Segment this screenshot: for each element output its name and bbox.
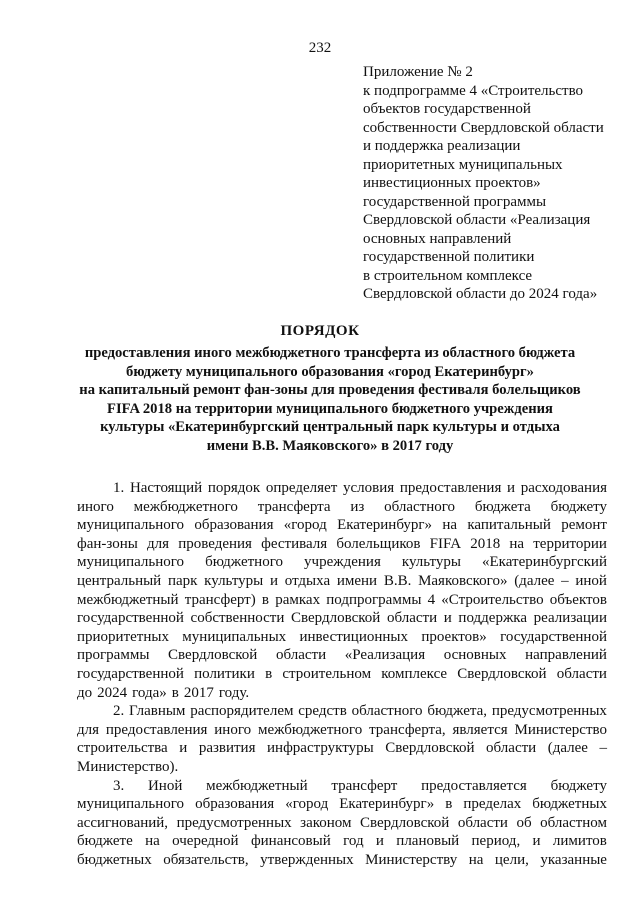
body-line: бюджетных обязательств, утвержденных Министерству на цели, указанные [77, 851, 607, 868]
body-line: бюджете на очередной финансовый год и плановый период, и лимитов [77, 833, 607, 850]
appendix-line: и поддержка реализации [363, 138, 521, 154]
body-line: 1. Настоящий порядок определяет условия предоставления и расходования [113, 480, 607, 496]
appendix-line: государственной программы [363, 193, 547, 210]
appendix-line: основных направлений [363, 230, 512, 247]
body-line: ассигнований, предусмотренных законом Свердловской области об областном [77, 814, 607, 831]
subtitle-line: на капитальный ремонт фан-зоны для проведения фестиваля болельщиков [79, 382, 581, 398]
body-line: для предоставления иного межбюджетного трансферта, является Министерство [77, 721, 607, 738]
body-line: до 2024 года» в 2017 году. [77, 684, 250, 701]
body-line: иного межбюджетного трансферта из областного бюджета бюджету [77, 498, 607, 515]
body-line: межбюджетный трансферт) в рамках подпрограммы 4 «Строительство объектов [77, 591, 607, 608]
document-subtitle [60, 344, 600, 455]
body-line: центральный парк культуры и отдыха имени В.В. Маяковского» (далее – иной [77, 572, 607, 589]
appendix-line: Приложение № 2 [363, 64, 473, 80]
appendix-line: Свердловской области «Реализация [363, 212, 591, 228]
body-line: строительства и развития инфраструктуры Свердловской области (далее – [77, 740, 607, 757]
body-line: муниципального образования «город Екатеринбург» в пределах бюджетных [77, 796, 607, 813]
body-line: муниципального бюджетного учреждения культуры «Екатеринбургский [77, 554, 607, 571]
subtitle-line: имени В.В. Маяковского» в 2017 году [206, 437, 454, 454]
subtitle-line: FIFA 2018 на территории муниципального бюджетного учреждения [107, 400, 553, 417]
appendix-line: приоритетных муниципальных [363, 156, 563, 173]
subtitle-line: предоставления иного межбюджетного трансферта из областного бюджета [84, 345, 576, 361]
appendix-line: собственности Свердловской области [363, 119, 604, 136]
appendix-line: в строительном комплексе [363, 267, 533, 284]
page-number: 232 [308, 40, 332, 56]
body-line: программы Свердловской области «Реализация основных направлений [77, 647, 607, 664]
body-line: 3. Иной межбюджетный трансферт предоставляется бюджету [113, 777, 607, 794]
body-line: 2. Главным распорядителем средств областного бюджета, предусмотренных [113, 703, 607, 720]
body-line: муниципального образования «город Екатеринбург» на капитальный ремонт [77, 517, 607, 534]
body-line: государственной собственности Свердловской области и поддержка реализации [77, 610, 607, 627]
appendix-line: государственной политики [363, 249, 535, 265]
appendix-line: Свердловской области до 2024 года» [363, 286, 598, 302]
subtitle-line: культуры «Екатеринбургский центральный парк культуры и отдыха [100, 419, 560, 435]
body-line: приоритетных муниципальных инвестиционных проектов» государственной [77, 628, 607, 645]
body-line: Министерство). [77, 758, 179, 775]
body-line: государственной политики в строительном комплексе Свердловской области [77, 665, 607, 682]
subtitle-line: бюджету муниципального образования «город Екатеринбург» [126, 363, 534, 380]
appendix-line: инвестиционных проектов» [363, 175, 541, 191]
document-title: ПОРЯДОК [280, 323, 360, 339]
appendix-line: к подпрограмме 4 «Строительство [363, 82, 584, 99]
appendix-note [363, 63, 628, 304]
document-body [77, 479, 607, 869]
appendix-line: объектов государственной [363, 101, 531, 117]
body-line: фан-зоны для проведения фестиваля болельщиков FIFA 2018 на территории [77, 535, 607, 552]
